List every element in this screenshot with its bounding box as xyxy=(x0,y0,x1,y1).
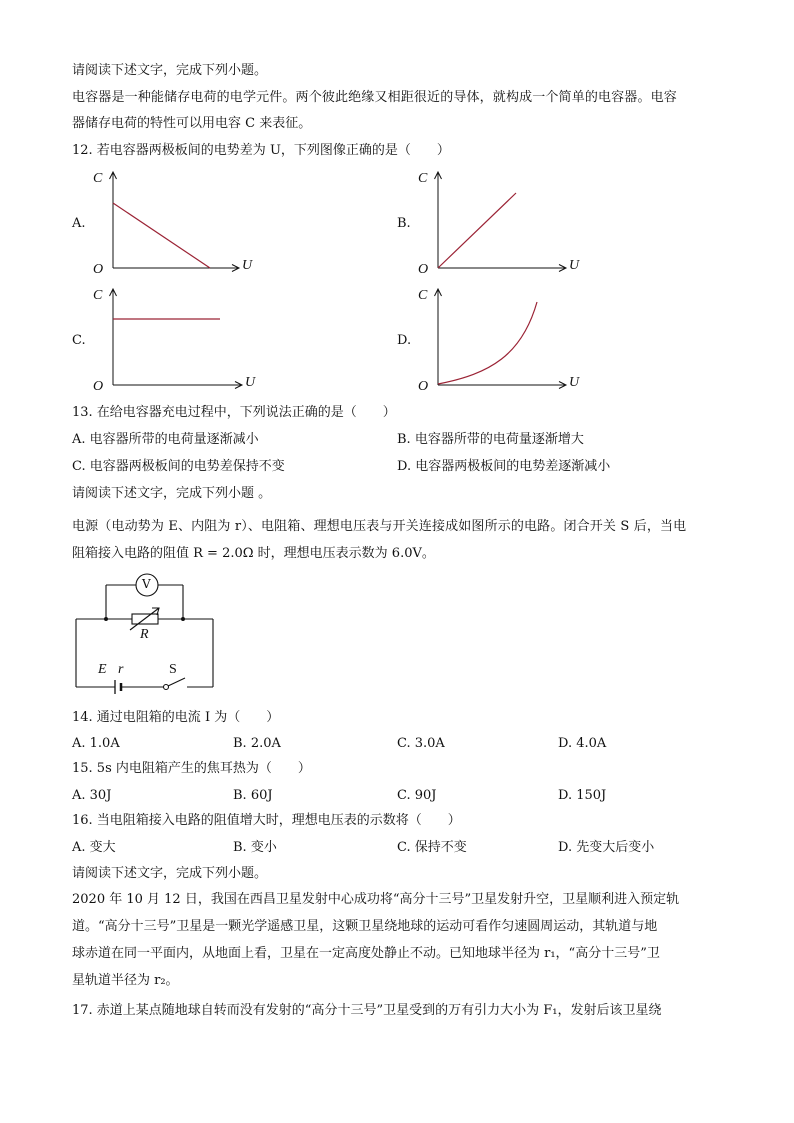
q14-option-c[interactable]: C. 3.0A xyxy=(397,736,445,751)
graph-a-origin-label: O xyxy=(93,262,104,277)
junction-left xyxy=(104,617,108,621)
section2-intro-line2: 阻箱接入电路的阻值 R = 2.0Ω 时，理想电压表示数为 6.0V。 xyxy=(72,546,435,561)
switch-label: S xyxy=(169,662,177,677)
graph-b-x-axis-label: U xyxy=(569,258,580,273)
graph-d-y-axis-label: C xyxy=(418,288,428,303)
q12-option-b-label[interactable]: B. xyxy=(397,216,411,231)
section2-intro-line1: 电源（电动势为 E、内阻为 r）、电阻箱、理想电压表与开关连接成如图所示的电路。闭合开关 S 后，当电 xyxy=(72,519,687,534)
q15-stem: 15. 5s 内电阻箱产生的焦耳热为（ ） xyxy=(72,761,311,776)
section1-instruction: 请阅读下述文字，完成下列小题。 xyxy=(72,63,268,78)
resistor-label: R xyxy=(140,627,149,642)
q16-stem: 16. 当电阻箱接入电路的阻值增大时，理想电压表的示数将（ ） xyxy=(72,813,461,828)
graph-b-y-axis-label: C xyxy=(418,171,428,186)
graph-c-origin-label: O xyxy=(93,379,104,394)
q15-option-d[interactable]: D. 150J xyxy=(558,788,607,803)
section2-instruction: 请阅读下述文字，完成下列小题 。 xyxy=(72,486,272,501)
q12-stem: 12. 若电容器两极板间的电势差为 U，下列图像正确的是（ ） xyxy=(72,143,450,158)
q14-option-b[interactable]: B. 2.0A xyxy=(233,736,281,751)
section3-line3: 球赤道在同一平面内，从地面上看，卫星在一定高度处静止不动。已知地球半径为 r₁，“高分十三号”卫 xyxy=(72,946,660,961)
junction-right xyxy=(181,617,185,621)
q14-stem: 14. 通过电阻箱的电流 I 为（ ） xyxy=(72,710,280,725)
section1-intro-line2: 器储存电荷的特性可以用电容 C 来表征。 xyxy=(72,116,312,131)
switch-contact xyxy=(164,685,169,690)
switch-blade xyxy=(168,678,185,686)
q15-option-b[interactable]: B. 60J xyxy=(233,788,273,803)
section3-line4: 星轨道半径为 r₂。 xyxy=(72,973,179,988)
q17-stem: 17. 赤道上某点随地球自转而没有发射的“高分十三号”卫星受到的万有引力大小为 F₁，发射后该卫星绕 xyxy=(72,1003,662,1018)
q16-option-a[interactable]: A. 变大 xyxy=(72,840,116,855)
q12-option-a-label[interactable]: A. xyxy=(72,216,86,231)
q16-option-b[interactable]: B. 变小 xyxy=(233,840,277,855)
section3-instruction: 请阅读下述文字，完成下列小题。 xyxy=(72,866,268,881)
section3-line1: 2020 年 10 月 12 日，我国在西昌卫星发射中心成功将“高分十三号”卫星发射升空，卫星顺利进入预定轨 xyxy=(72,892,680,907)
internal-resistance-label: r xyxy=(118,662,124,677)
q15-option-c[interactable]: C. 90J xyxy=(397,788,437,803)
q16-option-c[interactable]: C. 保持不变 xyxy=(397,840,467,855)
q13-option-c[interactable]: C. 电容器两极板间的电势差保持不变 xyxy=(72,459,285,474)
q14-option-d[interactable]: D. 4.0A xyxy=(558,736,607,751)
graph-a-x-axis-label: U xyxy=(242,258,253,273)
graph-d-origin-label: O xyxy=(418,379,429,394)
q14-option-a[interactable]: A. 1.0A xyxy=(72,736,120,751)
voltmeter-label: V xyxy=(142,577,151,591)
graph-a-y-axis-label: C xyxy=(93,171,103,186)
graph-c-x-axis-label: U xyxy=(245,375,256,390)
q12-option-d-label[interactable]: D. xyxy=(397,333,412,348)
q13-stem: 13. 在给电容器充电过程中，下列说法正确的是（ ） xyxy=(72,405,396,420)
section3-line2: 道。“高分十三号”卫星是一颗光学遥感卫星，这颗卫星绕地球的运动可看作匀速圆周运动，其轨道与地 xyxy=(72,919,658,934)
q15-option-a[interactable]: A. 30J xyxy=(72,788,112,803)
emf-label: E xyxy=(98,662,107,677)
q12-option-c-label[interactable]: C. xyxy=(72,333,86,348)
graph-c-y-axis-label: C xyxy=(93,288,103,303)
q13-option-a[interactable]: A. 电容器所带的电荷量逐渐减小 xyxy=(72,432,259,447)
graph-b-origin-label: O xyxy=(418,262,429,277)
q16-option-d[interactable]: D. 先变大后变小 xyxy=(558,840,655,855)
q13-option-b[interactable]: B. 电容器所带的电荷量逐渐增大 xyxy=(397,432,584,447)
section1-intro-line1: 电容器是一种能储存电荷的电学元件。两个彼此绝缘又相距很近的导体，就构成一个简单的电容器。电容 xyxy=(72,90,677,105)
q13-option-d[interactable]: D. 电容器两极板间的电势差逐渐减小 xyxy=(397,459,611,474)
graph-d-x-axis-label: U xyxy=(569,375,580,390)
